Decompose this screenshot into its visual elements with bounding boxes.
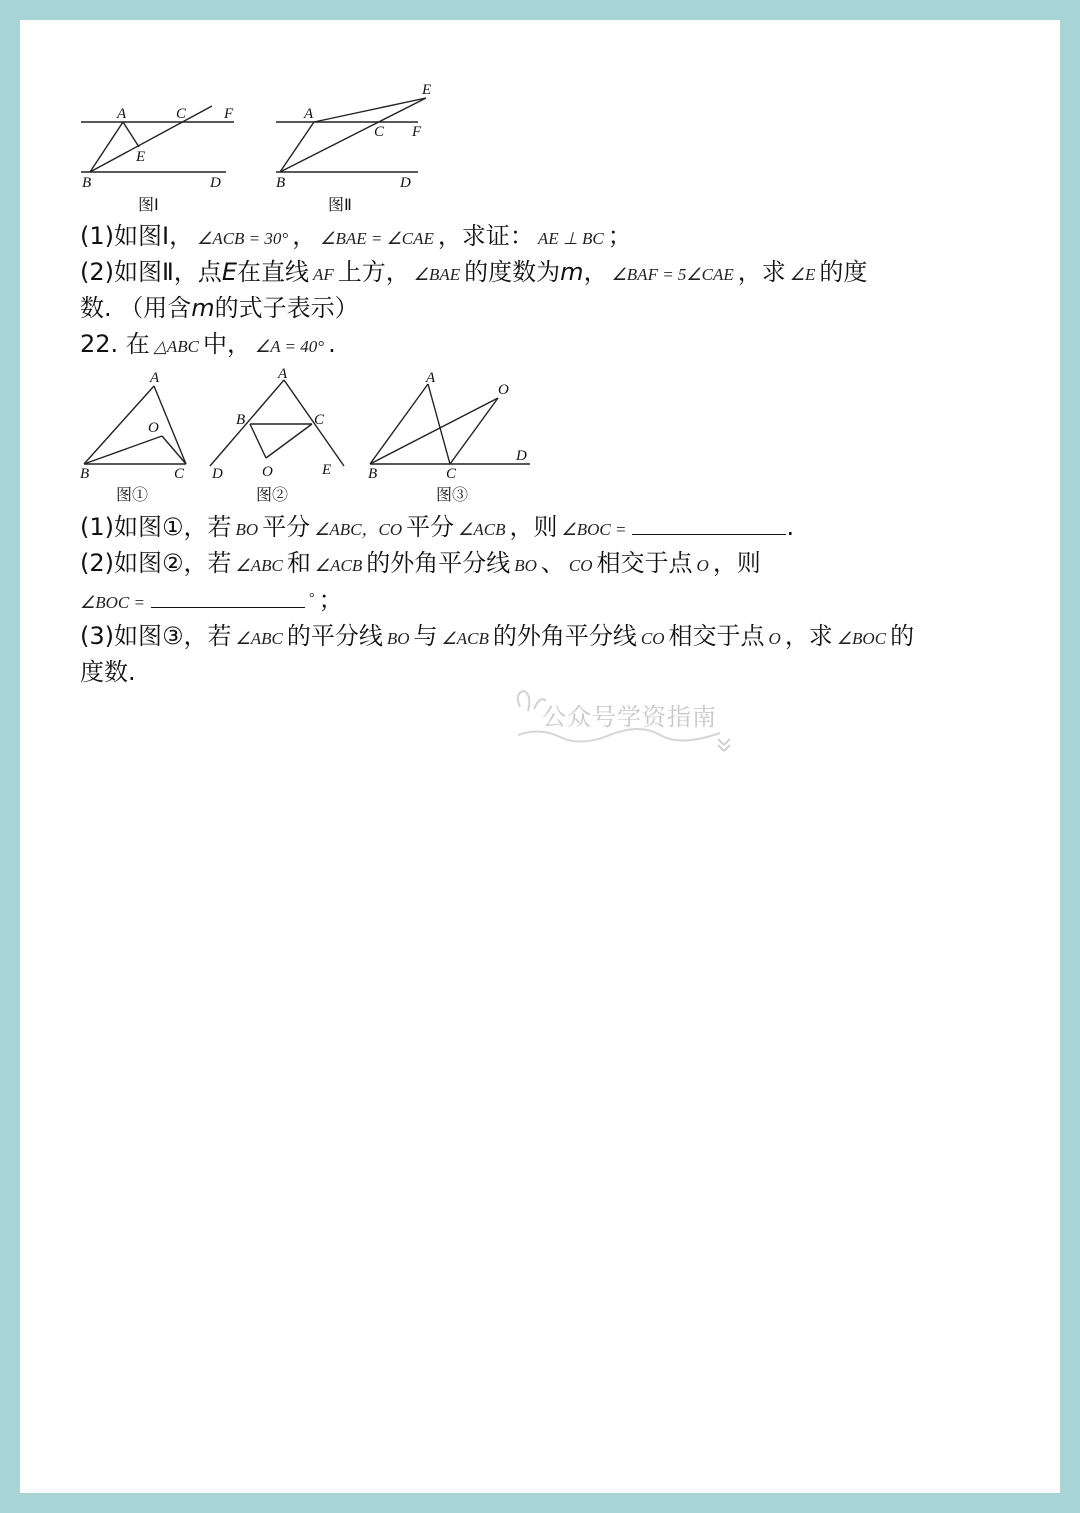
- text: 的平分线: [286, 622, 383, 650]
- text: ，求: [737, 258, 786, 286]
- math-angle-bae: ∠BAE: [413, 265, 461, 284]
- text: 度数.: [80, 658, 136, 686]
- answer-blank[interactable]: [151, 585, 305, 608]
- label-C: C: [446, 466, 457, 482]
- text: 的度数为: [464, 258, 561, 286]
- label-F: F: [224, 106, 234, 122]
- text: 的外角平分线: [492, 622, 637, 650]
- text: 数. （用含: [80, 294, 192, 322]
- math-angle-a: ∠A = 40°: [254, 337, 325, 356]
- figure-circle-1-caption: 图①: [116, 487, 149, 504]
- text: 、: [540, 549, 565, 577]
- label-A: A: [304, 106, 314, 122]
- label-D: D: [400, 175, 411, 191]
- label-E: E: [136, 149, 146, 165]
- figure-1-parallel-lines: [76, 80, 246, 220]
- math-angle-acb: ∠ACB = 30°: [197, 229, 289, 248]
- label-B: B: [82, 175, 92, 191]
- q21-part2-continued: [80, 290, 1020, 326]
- label-C: C: [176, 106, 187, 122]
- q22-heading: [80, 326, 1020, 365]
- label-D: D: [212, 466, 223, 482]
- text: 的度: [819, 258, 868, 286]
- math-bo: BO: [386, 629, 410, 648]
- q22-part1: [80, 509, 1020, 548]
- text: .: [328, 330, 336, 358]
- math-angle-abc: ∠ABC: [235, 629, 283, 648]
- math-bo: BO: [514, 556, 537, 575]
- math-angle-acb: ∠ACB: [441, 629, 489, 648]
- label-D: D: [210, 175, 221, 191]
- text: 和: [286, 549, 311, 577]
- math-angle-acb: ∠ACB: [314, 556, 363, 575]
- math-co: CO: [640, 629, 665, 648]
- worksheet-page: [20, 20, 1060, 1493]
- text: (3)如图③，若: [80, 622, 232, 650]
- figure-circle-1: [76, 368, 206, 508]
- q22-part2: [80, 545, 1020, 584]
- q22-part3: [80, 618, 1020, 657]
- label-O: O: [262, 464, 273, 480]
- text: 在直线: [236, 258, 309, 286]
- variable-m: m: [560, 258, 584, 286]
- question-number: 22. 在: [80, 330, 150, 358]
- text: 相交于点: [596, 549, 693, 577]
- label-E: E: [322, 462, 332, 478]
- degree-unit: °: [308, 591, 315, 606]
- text: 中，: [202, 330, 251, 358]
- label-F: F: [412, 124, 422, 140]
- text: ，则: [712, 549, 761, 577]
- math-perpendicular: AE ⊥ BC: [537, 229, 604, 248]
- q21-part2: [80, 254, 1020, 293]
- text: ，求证：: [437, 222, 534, 250]
- math-co: CO: [568, 556, 593, 575]
- text: ，求: [784, 622, 833, 650]
- text: ，则: [509, 513, 558, 541]
- figure-circle-3: [364, 368, 544, 508]
- figure-circle-2-caption: 图②: [256, 487, 289, 504]
- text: 与: [413, 622, 438, 650]
- math-angle-boc: ∠BOC =: [561, 520, 627, 539]
- math-angle-acb: ∠ACB: [458, 520, 506, 539]
- label-B: B: [368, 466, 378, 482]
- math-angle-abc: ∠ABC: [235, 556, 283, 575]
- label-C: C: [174, 466, 185, 482]
- math-angle-e: ∠E: [789, 265, 816, 284]
- math-point-o: O: [696, 556, 709, 575]
- text: 相交于点: [668, 622, 765, 650]
- math-angle-equality: ∠BAE = ∠CAE: [320, 229, 434, 248]
- label-B: B: [80, 466, 90, 482]
- label-E: E: [422, 82, 432, 98]
- text: 平分: [406, 513, 455, 541]
- figure-2-caption: 图Ⅱ: [328, 197, 352, 214]
- label-A: A: [278, 368, 288, 382]
- math-line-af: AF: [312, 265, 334, 284]
- math-bo: BO: [235, 520, 259, 539]
- text: 的外角平分线: [366, 549, 511, 577]
- figure-2-parallel-lines: [268, 80, 448, 220]
- q21-part1: [80, 218, 1020, 257]
- text: ；: [318, 586, 343, 614]
- text: (1)如图①，若: [80, 513, 232, 541]
- text: ；: [607, 222, 632, 250]
- text: 的式子表示）: [214, 294, 359, 322]
- figure-circle-3-caption: 图③: [436, 487, 469, 504]
- figure-1-caption: 图Ⅰ: [138, 197, 159, 214]
- label-B: B: [276, 175, 286, 191]
- math-angle-relation: ∠BAF = 5∠CAE: [611, 265, 734, 284]
- text: .: [786, 513, 795, 541]
- label-O: O: [498, 382, 509, 398]
- label-C: C: [374, 124, 385, 140]
- math-angle-abc-co: ∠ABC，CO: [314, 520, 403, 539]
- label-D: D: [516, 448, 527, 464]
- text: 平分: [262, 513, 311, 541]
- label-A: A: [117, 106, 127, 122]
- math-angle-boc: ∠BOC: [836, 629, 887, 648]
- math-triangle-abc: △ABC: [153, 337, 199, 356]
- watermark: [510, 685, 730, 765]
- text: ，: [583, 258, 608, 286]
- label-C: C: [314, 412, 325, 428]
- text: (1)如图Ⅰ，: [80, 222, 194, 250]
- variable-m: m: [191, 294, 215, 322]
- label-B: B: [236, 412, 246, 428]
- text: (2)如图②，若: [80, 549, 232, 577]
- label-A: A: [150, 370, 160, 386]
- watermark-text: 公众号学资指南: [542, 703, 717, 731]
- text: 的: [890, 622, 915, 650]
- answer-blank[interactable]: [632, 512, 786, 535]
- math-point-o: O: [768, 629, 781, 648]
- figure-circle-2: [208, 368, 348, 508]
- math-angle-boc: ∠BOC =: [80, 593, 145, 612]
- text: (2)如图Ⅱ，点: [80, 258, 222, 286]
- variable-e: E: [221, 258, 237, 286]
- q22-part2-continued: [80, 581, 1020, 621]
- text: 上方，: [337, 258, 410, 286]
- label-O: O: [148, 420, 159, 436]
- text: ，: [292, 222, 317, 250]
- label-A: A: [426, 370, 436, 386]
